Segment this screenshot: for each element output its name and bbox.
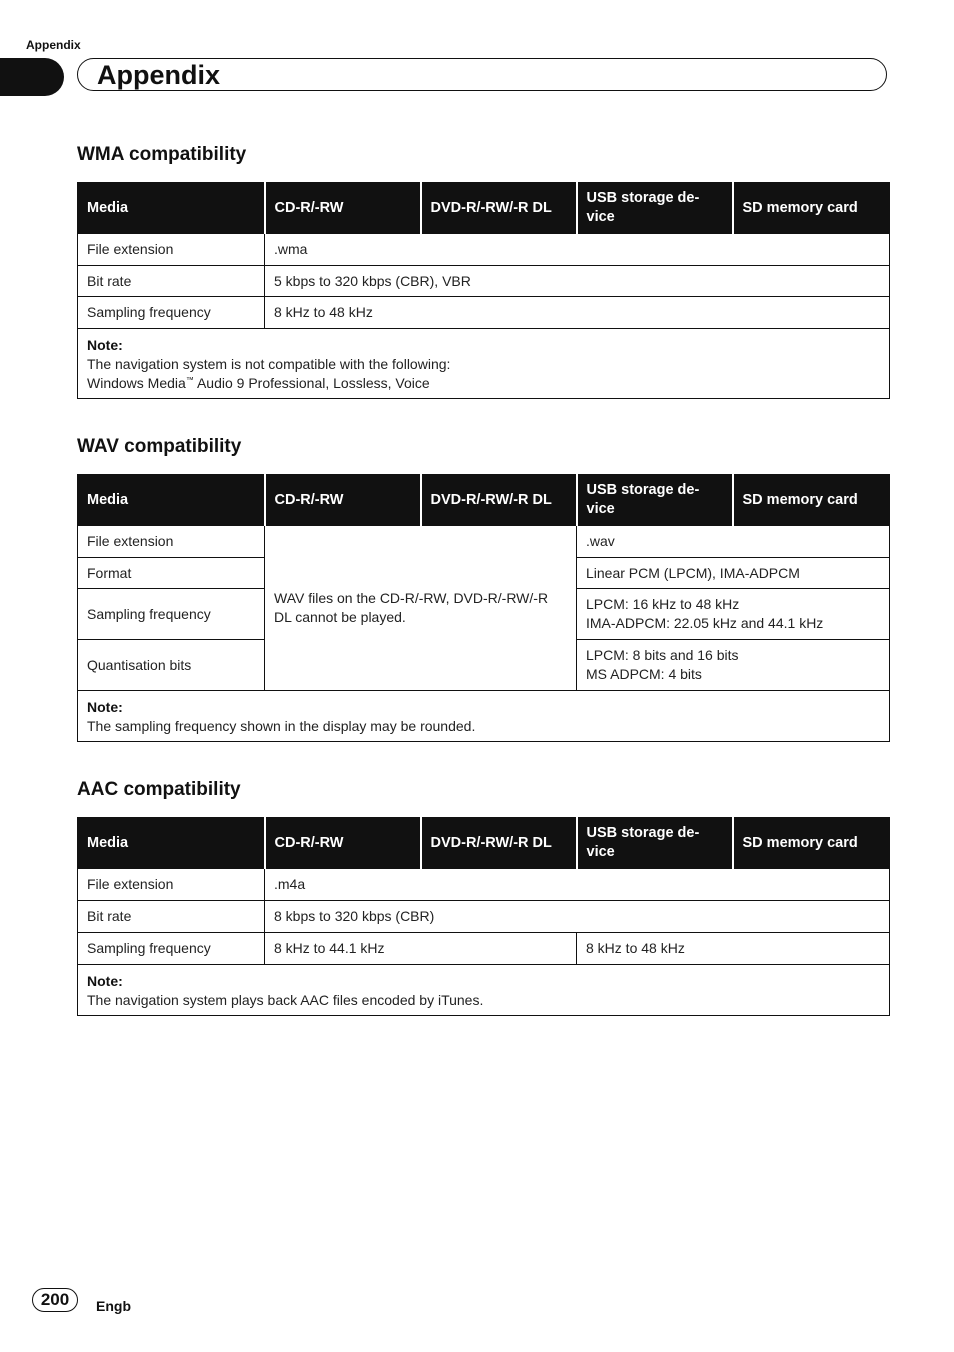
note-row [78,691,890,742]
column-header: USB storage de-vice [577,818,733,869]
table-header-row [78,183,890,234]
column-header: SD memory card [733,183,890,234]
row-value: .wav [577,526,890,558]
page-title: Appendix [97,60,221,90]
row-value: .wma [265,234,890,266]
note-label: Note: [87,973,123,989]
wav-table [77,474,890,742]
column-header: Media [78,475,265,526]
column-header: CD-R/-RW [265,183,421,234]
page-number: 200 [32,1288,78,1312]
row-value: .m4a [265,869,890,901]
row-label: Bit rate [78,901,265,933]
row-label: Bit rate [78,266,265,297]
column-header: USB storage de-vice [577,475,733,526]
note-text: The sampling frequency shown in the display may be rounded. [87,718,476,734]
row-value: Linear PCM (LPCM), IMA-ADPCM [577,558,890,589]
column-header: USB storage de-vice [577,183,733,234]
row-label: File extension [78,869,265,901]
wma-heading: WMA compatibility [77,144,247,165]
column-header: CD-R/-RW [265,818,421,869]
column-header: SD memory card [733,818,890,869]
page-title-box [77,58,887,91]
note-text: Windows Media™ Audio 9 Professional, Lossless, Voice [87,375,430,391]
table-row [78,869,890,901]
note-label: Note: [87,337,123,353]
aac-heading: AAC compatibility [77,779,241,800]
note-cell [78,329,890,399]
column-header: Media [78,183,265,234]
row-value-usb-sd: 8 kHz to 48 kHz [577,933,890,965]
column-header: DVD-R/-RW/-R DL [421,183,577,234]
row-label: File extension [78,526,265,558]
note-cell [78,965,890,1016]
column-header: SD memory card [733,475,890,526]
table-header-row [78,475,890,526]
column-header: DVD-R/-RW/-R DL [421,818,577,869]
table-header-row [78,818,890,869]
section-tab-marker [0,58,64,96]
table-row [78,901,890,933]
table-row [78,234,890,266]
row-label: Quantisation bits [78,640,265,691]
row-value: 5 kbps to 320 kbps (CBR), VBR [265,266,890,297]
wma-table [77,182,890,399]
row-label: Sampling frequency [78,589,265,640]
row-label: Format [78,558,265,589]
table-row [78,266,890,297]
column-header: DVD-R/-RW/-R DL [421,475,577,526]
language-code: Engb [96,1298,131,1314]
row-value: 8 kbps to 320 kbps (CBR) [265,901,890,933]
row-value: LPCM: 16 kHz to 48 kHz IMA-ADPCM: 22.05 kHz and 44.1 kHz [577,589,890,640]
running-head: Appendix [26,38,81,52]
note-row [78,965,890,1016]
row-label: File extension [78,234,265,266]
note-text: The navigation system plays back AAC files encoded by iTunes. [87,992,484,1008]
note-row [78,329,890,399]
row-value: 8 kHz to 48 kHz [265,297,890,329]
table-row [78,933,890,965]
note-label: Note: [87,699,123,715]
row-label: Sampling frequency [78,933,265,965]
column-header: Media [78,818,265,869]
table-row [78,526,890,558]
table-row [78,297,890,329]
wav-heading: WAV compatibility [77,436,242,457]
note-cell [78,691,890,742]
row-value: LPCM: 8 bits and 16 bits MS ADPCM: 4 bits [577,640,890,691]
row-value-cd-dvd: 8 kHz to 44.1 kHz [265,933,577,965]
row-label: Sampling frequency [78,297,265,329]
trademark-mark: ™ [185,375,194,385]
merged-cd-dvd-cell: WAV files on the CD-R/-RW, DVD-R/-RW/-R DL cannot be played. [265,526,577,691]
note-text: The navigation system is not compatible with the following: [87,356,451,372]
column-header: CD-R/-RW [265,475,421,526]
aac-table [77,817,890,1016]
